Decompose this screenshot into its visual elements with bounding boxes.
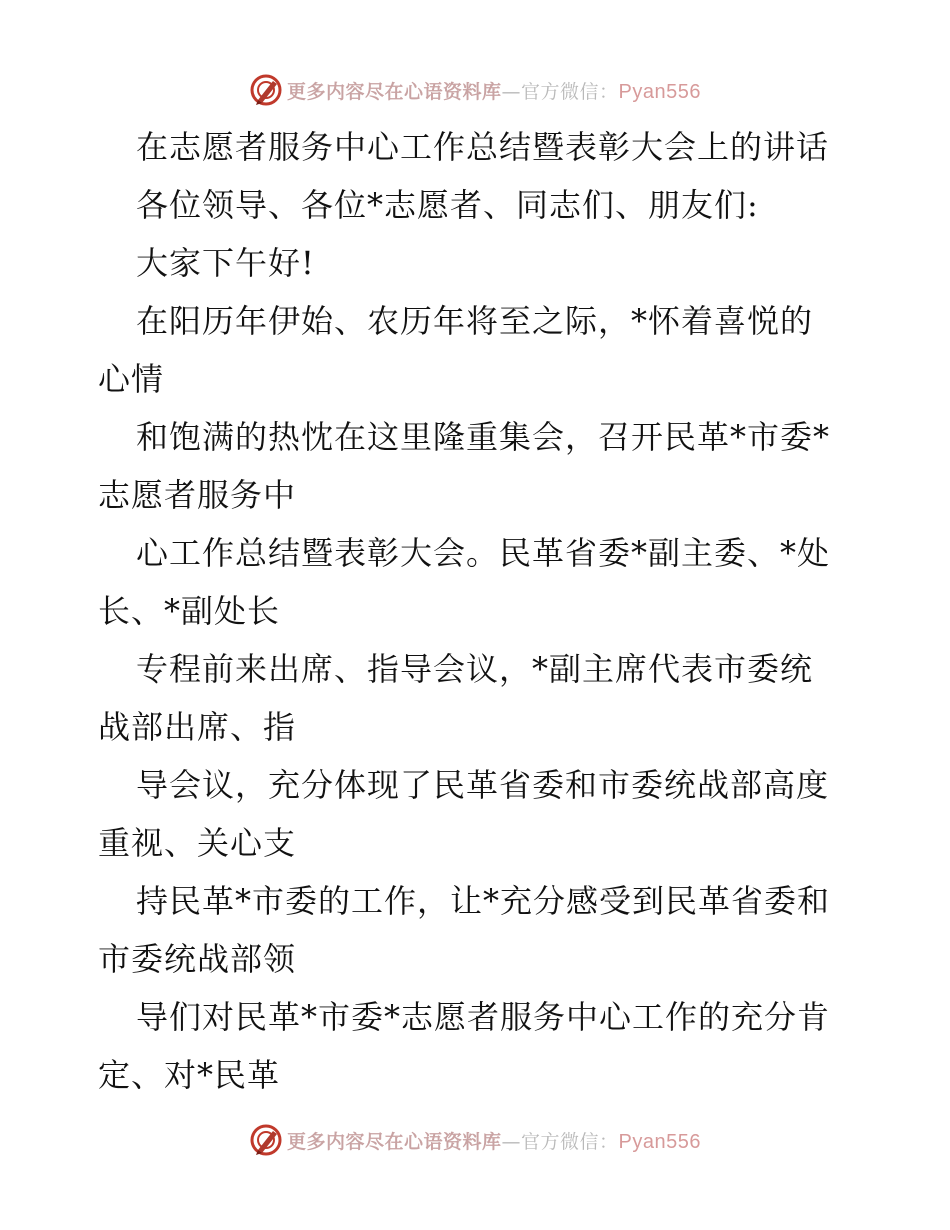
banner-wechat-id: Pyan556 xyxy=(618,80,701,103)
paragraph-line: 在志愿者服务中心工作总结暨表彰大会上的讲话 xyxy=(136,128,830,166)
paragraph-line: 长、*副处长 xyxy=(98,592,281,630)
banner-text xyxy=(287,1127,701,1154)
paragraph-line: 在阳历年伊始、农历年将至之际，*怀着喜悦的 xyxy=(136,302,814,340)
paragraph-line: 和饱满的热忱在这里隆重集会，召开民革*市委* xyxy=(136,418,831,456)
paragraph-line: 心情 xyxy=(98,360,165,398)
footer-watermark-banner xyxy=(0,1120,950,1160)
paragraph-line: 定、对*民革 xyxy=(98,1056,281,1094)
paragraph-line: 战部出席、指 xyxy=(98,708,297,746)
paragraph-line: 各位领导、各位*志愿者、同志们、朋友们: xyxy=(136,186,759,224)
paragraph-line: 持民革*市委的工作，让*充分感受到民革省委和 xyxy=(136,882,831,920)
banner-text xyxy=(287,77,701,104)
paragraph-line: 市委统战部领 xyxy=(98,940,297,978)
banner-dash: — xyxy=(501,1130,522,1153)
paragraph-line: 心工作总结暨表彰大会。民革省委*副主委、*处 xyxy=(136,534,831,572)
paragraph-line: 大家下午好! xyxy=(136,244,315,282)
banner-main-text: 更多内容尽在心语资料库 xyxy=(287,80,502,103)
pen-logo-icon xyxy=(249,1123,283,1157)
document-body xyxy=(98,118,858,1104)
banner-wechat-label: 官方微信： xyxy=(521,1130,619,1153)
paragraph-line: 导会议，充分体现了民革省委和市委统战部高度 xyxy=(136,766,830,804)
paragraph-line: 专程前来出席、指导会议，*副主席代表市委统 xyxy=(136,650,814,688)
pen-logo-icon xyxy=(249,73,283,107)
banner-wechat-id: Pyan556 xyxy=(618,1130,701,1153)
paragraph-line: 志愿者服务中 xyxy=(98,476,297,514)
header-watermark-banner xyxy=(0,70,950,110)
paragraph-line: 重视、关心支 xyxy=(98,824,297,862)
banner-wechat-label: 官方微信： xyxy=(521,80,619,103)
banner-main-text: 更多内容尽在心语资料库 xyxy=(287,1130,502,1153)
paragraph-line: 导们对民革*市委*志愿者服务中心工作的充分肯 xyxy=(136,998,831,1036)
banner-dash: — xyxy=(501,80,522,103)
